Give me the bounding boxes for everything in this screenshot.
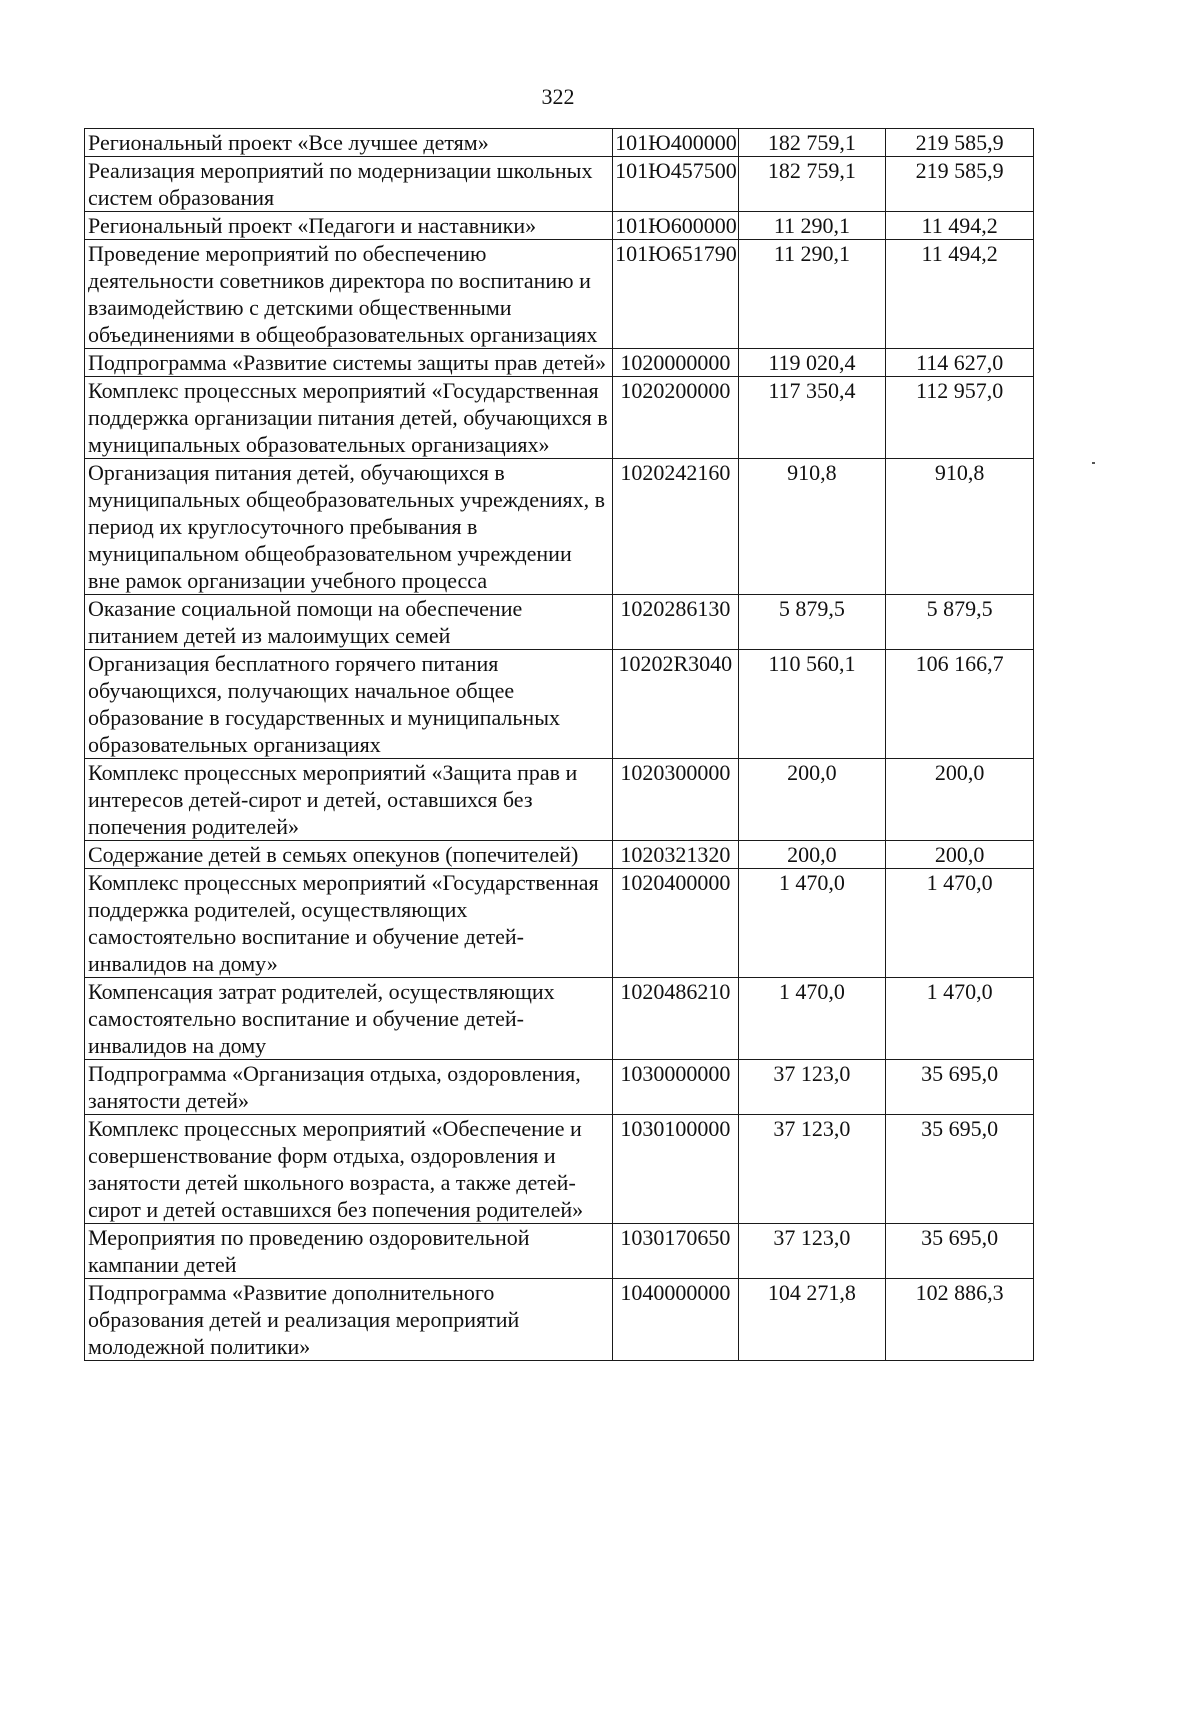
row-code-cell: 1020286130 (613, 595, 738, 650)
row-code-cell: 101Ю457500 (613, 157, 738, 212)
table-row (85, 841, 1034, 869)
row-value-2-cell: 219 585,9 (886, 157, 1034, 212)
row-value-2-cell: 219 585,9 (886, 129, 1034, 157)
row-name-cell: Содержание детей в семьях опекунов (попечителей) (85, 841, 613, 869)
row-value-1-cell: 104 271,8 (738, 1279, 886, 1361)
row-value-2-cell: 11 494,2 (886, 240, 1034, 349)
row-value-2-cell: 106 166,7 (886, 650, 1034, 759)
row-name-cell: Мероприятия по проведению оздоровительной кампании детей (85, 1224, 613, 1279)
row-value-1-cell: 182 759,1 (738, 129, 886, 157)
row-name-cell: Региональный проект «Педагоги и наставники» (85, 212, 613, 240)
row-name-cell: Подпрограмма «Организация отдыха, оздоровления, занятости детей» (85, 1060, 613, 1115)
row-value-1-cell: 110 560,1 (738, 650, 886, 759)
scan-speck (1092, 462, 1095, 464)
table-row (85, 240, 1034, 349)
row-code-cell: 1020000000 (613, 349, 738, 377)
row-value-2-cell: 35 695,0 (886, 1060, 1034, 1115)
row-value-2-cell: 11 494,2 (886, 212, 1034, 240)
row-value-1-cell: 11 290,1 (738, 240, 886, 349)
table-row (85, 1279, 1034, 1361)
table-row (85, 129, 1034, 157)
table-row (85, 377, 1034, 459)
row-value-1-cell: 11 290,1 (738, 212, 886, 240)
row-value-1-cell: 37 123,0 (738, 1115, 886, 1224)
table-row (85, 459, 1034, 595)
table-row (85, 1115, 1034, 1224)
row-value-1-cell: 1 470,0 (738, 978, 886, 1060)
row-value-2-cell: 1 470,0 (886, 978, 1034, 1060)
row-code-cell: 101Ю400000 (613, 129, 738, 157)
row-value-1-cell: 910,8 (738, 459, 886, 595)
table-row (85, 978, 1034, 1060)
row-value-1-cell: 1 470,0 (738, 869, 886, 978)
row-code-cell: 1020300000 (613, 759, 738, 841)
row-value-2-cell: 910,8 (886, 459, 1034, 595)
row-name-cell: Оказание социальной помощи на обеспечение питанием детей из малоимущих семей (85, 595, 613, 650)
row-code-cell: 1020200000 (613, 377, 738, 459)
row-code-cell: 1030100000 (613, 1115, 738, 1224)
row-value-1-cell: 117 350,4 (738, 377, 886, 459)
row-value-1-cell: 119 020,4 (738, 349, 886, 377)
row-value-2-cell: 5 879,5 (886, 595, 1034, 650)
row-value-2-cell: 35 695,0 (886, 1224, 1034, 1279)
row-value-2-cell: 1 470,0 (886, 869, 1034, 978)
row-name-cell: Организация бесплатного горячего питания обучающихся, получающих начальное общее образование в государственных и муниципальных образовательных организациях (85, 650, 613, 759)
row-value-2-cell: 200,0 (886, 841, 1034, 869)
table-row (85, 157, 1034, 212)
table-row (85, 349, 1034, 377)
row-code-cell: 1020400000 (613, 869, 738, 978)
row-value-2-cell: 35 695,0 (886, 1115, 1034, 1224)
row-name-cell: Реализация мероприятий по модернизации школьных систем образования (85, 157, 613, 212)
table-row (85, 650, 1034, 759)
table-row (85, 1060, 1034, 1115)
budget-table (84, 128, 1034, 1361)
row-name-cell: Региональный проект «Все лучшее детям» (85, 129, 613, 157)
row-name-cell: Компенсация затрат родителей, осуществляющих самостоятельно воспитание и обучение детей-инвалидов на дому (85, 978, 613, 1060)
row-code-cell: 1020486210 (613, 978, 738, 1060)
row-name-cell: Подпрограмма «Развитие системы защиты прав детей» (85, 349, 613, 377)
row-value-2-cell: 200,0 (886, 759, 1034, 841)
table-row (85, 1224, 1034, 1279)
row-value-1-cell: 5 879,5 (738, 595, 886, 650)
row-code-cell: 1040000000 (613, 1279, 738, 1361)
row-code-cell: 10202R3040 (613, 650, 738, 759)
row-name-cell: Комплекс процессных мероприятий «Государственная поддержка родителей, осуществляющих самостоятельно воспитание и обучение детей-инвалидов на дому» (85, 869, 613, 978)
row-code-cell: 1020321320 (613, 841, 738, 869)
row-value-2-cell: 112 957,0 (886, 377, 1034, 459)
row-value-2-cell: 102 886,3 (886, 1279, 1034, 1361)
row-name-cell: Проведение мероприятий по обеспечению деятельности советников директора по воспитанию и взаимодействию с детскими общественными объединениями в общеобразовательных организациях (85, 240, 613, 349)
row-code-cell: 101Ю651790 (613, 240, 738, 349)
row-value-1-cell: 200,0 (738, 759, 886, 841)
row-code-cell: 1030170650 (613, 1224, 738, 1279)
row-code-cell: 101Ю600000 (613, 212, 738, 240)
table-row (85, 869, 1034, 978)
row-code-cell: 1020242160 (613, 459, 738, 595)
table-row (85, 759, 1034, 841)
row-name-cell: Подпрограмма «Развитие дополнительного образования детей и реализация мероприятий молодежной политики» (85, 1279, 613, 1361)
table-row (85, 595, 1034, 650)
row-name-cell: Комплекс процессных мероприятий «Государственная поддержка организации питания детей, обучающихся в муниципальных образовательных организациях» (85, 377, 613, 459)
row-value-1-cell: 200,0 (738, 841, 886, 869)
row-name-cell: Комплекс процессных мероприятий «Защита прав и интересов детей-сирот и детей, оставшихся без попечения родителей» (85, 759, 613, 841)
row-name-cell: Комплекс процессных мероприятий «Обеспечение и совершенствование форм отдыха, оздоровления и занятости детей школьного возраста, а также детей-сирот и детей оставшихся без попечения родителей» (85, 1115, 613, 1224)
page-number: 322 (541, 84, 575, 109)
row-value-2-cell: 114 627,0 (886, 349, 1034, 377)
table-row (85, 212, 1034, 240)
row-value-1-cell: 182 759,1 (738, 157, 886, 212)
row-value-1-cell: 37 123,0 (738, 1060, 886, 1115)
row-name-cell: Организация питания детей, обучающихся в муниципальных общеобразовательных учреждениях, в период их круглосуточного пребывания в муниципальном общеобразовательном учреждении вне рамок организации учебного процесса (85, 459, 613, 595)
row-code-cell: 1030000000 (613, 1060, 738, 1115)
row-value-1-cell: 37 123,0 (738, 1224, 886, 1279)
